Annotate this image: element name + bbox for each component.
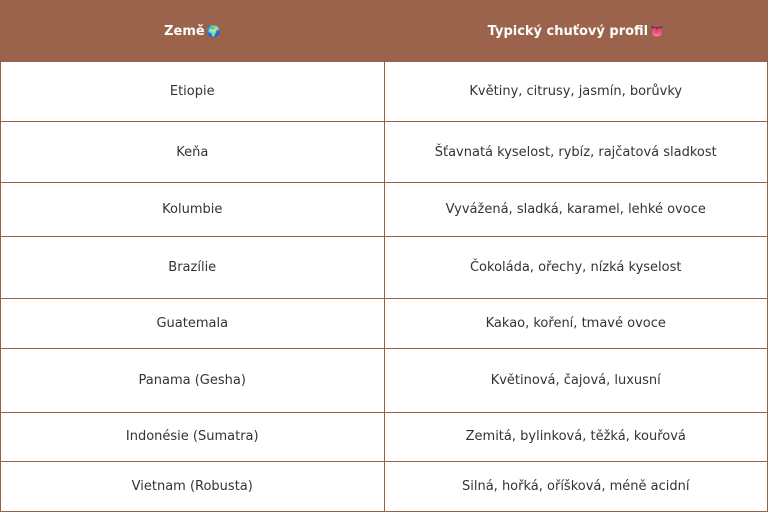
table-row [1, 298, 768, 348]
country-cell: Indonésie (Sumatra) [1, 413, 385, 461]
profile-cell: Kakao, koření, tmavé ovoce [384, 298, 768, 348]
profile-cell: Vyvážená, sladká, karamel, lehké ovoce [384, 182, 768, 236]
profile-cell: Květiny, citrusy, jasmín, borůvky [384, 62, 768, 122]
header-flavor-profile [384, 1, 768, 62]
table-row [1, 182, 768, 236]
table-row [1, 348, 768, 412]
country-cell: Vietnam (Robusta) [1, 461, 385, 511]
profile-cell: Silná, hořká, oříšková, méně acidní [384, 461, 768, 511]
header-flavor-label: Typický chuťový profil [487, 23, 649, 39]
profile-cell: Šťavnatá kyselost, rybíz, rajčatová sladkost [384, 122, 768, 182]
tongue-icon: 👅 [650, 24, 664, 38]
header-country [1, 1, 385, 62]
country-cell: Brazílie [1, 237, 385, 298]
table-row [1, 62, 768, 122]
globe-icon: 🌍 [206, 24, 221, 38]
header-row [1, 1, 768, 62]
country-cell: Etiopie [1, 62, 385, 122]
profile-cell: Zemitá, bylinková, těžká, kouřová [384, 413, 768, 461]
header-country-label: Země [164, 23, 205, 39]
table-row [1, 413, 768, 461]
country-cell: Guatemala [1, 298, 385, 348]
country-cell: Keňa [1, 122, 385, 182]
profile-cell: Čokoláda, ořechy, nízká kyselost [384, 237, 768, 298]
country-cell: Kolumbie [1, 182, 385, 236]
country-cell: Panama (Gesha) [1, 348, 385, 412]
table-row [1, 461, 768, 511]
profile-cell: Květinová, čajová, luxusní [384, 348, 768, 412]
table-row [1, 237, 768, 298]
table-row [1, 122, 768, 182]
